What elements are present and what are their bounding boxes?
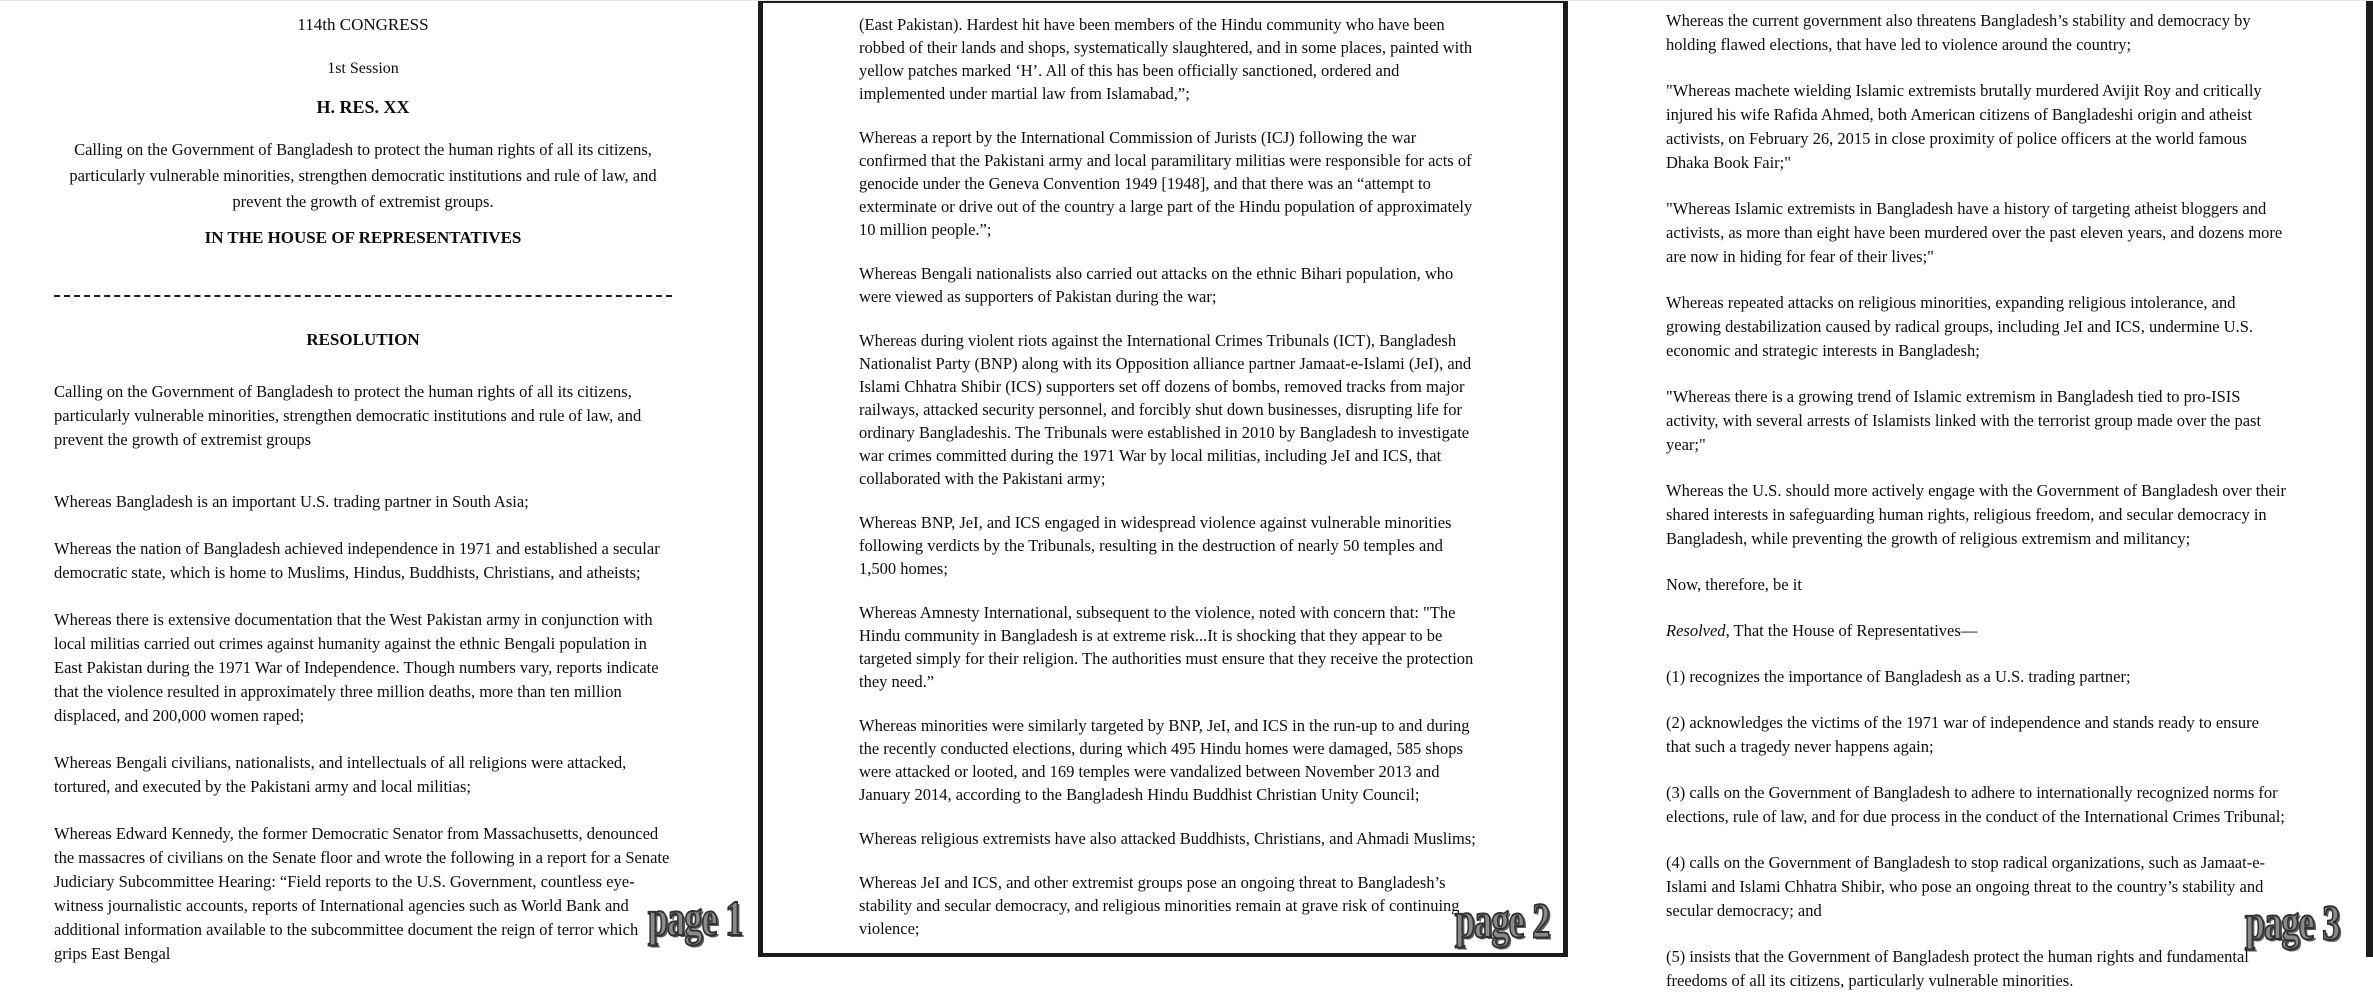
resolution-heading: RESOLUTION xyxy=(306,330,420,349)
whereas-clause: Whereas Bengali nationalists also carried out attacks on the ethnic Bihari population, who were viewed as supporters of Pakistan during the war; xyxy=(859,264,1454,306)
whereas-clause: Whereas the nation of Bangladesh achieved independence in 1971 and established a secular democratic state, which is home to Muslims, Hindus, Buddhists, Christians, and atheists; xyxy=(54,539,660,582)
page3-body xyxy=(1666,9,2287,993)
whereas-clause: Whereas Bangladesh is an important U.S. trading partner in South Asia; xyxy=(54,492,529,511)
page-number-label: page 3 xyxy=(2244,894,2339,950)
page-number-label: page 2 xyxy=(1454,892,1549,948)
whereas-clause: Whereas Amnesty International, subsequent to the violence, noted with concern that: "The Hindu community in Bangladesh is at extreme risk...It is shocking that they appear to be targeted simply for their religion. The authorities must ensure that they receive the protection they need.” xyxy=(859,603,1474,691)
whereas-clause: "Whereas there is a growing trend of Islamic extremism in Bangladesh tied to pro-ISIS activity, with several arrests of Islamists linked with the terrorist group made over the past year;" xyxy=(1666,387,2262,454)
bill-number-heading: H. RES. XX xyxy=(316,97,410,117)
whereas-clause: Whereas Bengali civilians, nationalists, and intellectuals of all religions were attacked, tortured, and executed by the Pakistani army and local militias; xyxy=(54,753,627,796)
dashed-divider xyxy=(54,295,672,297)
session-heading: 1st Session xyxy=(327,60,399,77)
whereas-clause: Whereas BNP, JeI, and ICS engaged in widespread violence against vulnerable minorities following verdicts by the Tribunals, resulting in the destruction of nearly 50 temples and 1,500 homes; xyxy=(859,513,1452,578)
resolved-clause xyxy=(1666,619,2287,643)
next-page-edge xyxy=(2366,1,2373,957)
whereas-clause: Whereas there is extensive documentation that the West Pakistan army in conjunction with local militias carried out crimes against humanity against the ethnic Bengali population in East Pakistan during the 1971 War of Independence. Though numbers vary, reports indicate that the violence resulted in approximately three million deaths, more than ten million displaced, and 200,000 women raped; xyxy=(54,610,659,725)
whereas-clause: Whereas the current government also threatens Bangladesh’s stability and democracy by holding flawed elections, that have led to violence around the country; xyxy=(1666,11,2251,54)
document-page-1 xyxy=(0,1,758,963)
resolved-item-4: (4) calls on the Government of Bangladesh to stop radical organizations, such as Jamaat-e-Islami and Islami Chhatra Shibir, who pose an ongoing threat to the country’s stability and secular democracy; and xyxy=(1666,853,2266,920)
whereas-clause: Whereas a report by the International Commission of Jurists (ICJ) following the war confirmed that the Pakistani army and local paramilitary militias were responsible for acts of genocide under the Geneva Convention 1949 [1948], and that there was an “attempt to exterminate or drive out of the country a large part of the Hindu population of approximately 10 million people.”; xyxy=(859,128,1473,239)
whereas-clause: Whereas Edward Kennedy, the former Democratic Senator from Massachusetts, denounced the massacres of civilians on the Senate floor and wrote the following in a report for a Senate Judiciary Subcommittee Hearing: “Field reports to the U.S. Government, countless eye-witness journalistic accounts, reports of International agencies such as World Bank and additional information available to the subcommittee document the reign of terror which grips East Bengal xyxy=(54,824,670,963)
whereas-clause: Whereas during violent riots against the International Crimes Tribunals (ICT), Bangladesh Nationalist Party (BNP) along with its Opposition alliance partner Jamaat-e-Islami (JeI), and Islami Chhatra Shibir (ICS) supporters set off dozens of bombs, removed tracks from major railways, attacked security personnel, and forcibly shut down businesses, disrupting life for ordinary Bangladeshis. The Tribunals were established in 2010 by Bangladesh to investigate war crimes committed during the 1971 War by local militias, including JeI and ICS, that collaborated with the Pakistani army; xyxy=(859,331,1472,488)
resolved-item-2: (2) acknowledges the victims of the 1971 war of independence and stands ready to ensure that such a tragedy never happens again; xyxy=(1666,713,2259,756)
document-page-3 xyxy=(1568,1,2373,990)
preamble-text: Calling on the Government of Bangladesh to protect the human rights of all its citizens, particularly vulnerable minorities, strengthen democratic institutions and rule of law, and prevent the growth of extremist groups. xyxy=(69,140,657,211)
page2-body xyxy=(859,13,1481,940)
whereas-clause: "Whereas Islamic extremists in Bangladesh have a history of targeting atheist bloggers and activists, as more than eight have been murdered over the past eleven years, and dozens more are now in hiding for fear of their lives;" xyxy=(1666,199,2283,266)
whereas-clause: Whereas repeated attacks on religious minorities, expanding religious intolerance, and growing destabilization caused by radical groups, including JeI and ICS, undermine U.S. economic and strategic interests in Bangladesh; xyxy=(1666,293,2253,360)
whereas-clause: Whereas religious extremists have also attacked Buddhists, Christians, and Ahmadi Muslims; xyxy=(859,829,1476,848)
page1-body xyxy=(54,380,672,966)
whereas-clause: Whereas minorities were similarly targeted by BNP, JeI, and ICS in the run-up to and during the recently conducted elections, during which 495 Hindu homes were damaged, 585 shops were attacked or looted, and 169 temples were vandalized between November 2013 and January 2014, according to the Bangladesh Hindu Buddhist Christian Unity Council; xyxy=(859,716,1470,804)
page-number-label: page 1 xyxy=(647,890,742,946)
whereas-clause: Whereas JeI and ICS, and other extremist groups pose an ongoing threat to Bangladesh’s stability and secular democracy, and religious minorities remain at grave risk of continuing violence; xyxy=(859,873,1460,938)
resolved-rest: , That the House of Representatives— xyxy=(1725,621,1978,640)
whereas-clause: Whereas the U.S. should more actively engage with the Government of Bangladesh over their shared interests in safeguarding human rights, religious freedom, and secular democracy in Bangladesh, while preventing the growth of religious extremism and militancy; xyxy=(1666,481,2286,548)
resolved-item-5: (5) insists that the Government of Bangladesh protect the human rights and fundamental freedoms of all its citizens, particularly vulnerable minorities. xyxy=(1666,947,2249,990)
congress-heading: 114th CONGRESS xyxy=(297,15,429,34)
chamber-heading: IN THE HOUSE OF REPRESENTATIVES xyxy=(204,228,522,247)
document-page-2 xyxy=(758,1,1568,957)
whereas-clause: "Whereas machete wielding Islamic extremists brutally murdered Avijit Roy and critically injured his wife Rafida Ahmed, both American citizens of Bangladeshi origin and atheist activists, on February 26, 2015 in close proximity of police officers at the world famous Dhaka Book Fair;" xyxy=(1666,81,2262,172)
continued-paragraph: (East Pakistan). Hardest hit have been members of the Hindu community who have been robbed of their lands and shops, systematically slaughtered, and in some places, painted with yellow patches marked ‘H’. All of this has been officially sanctioned, ordered and implemented under martial law from Islamabad,”; xyxy=(859,15,1473,103)
resolution-lead-paragraph: Calling on the Government of Bangladesh to protect the human rights of all its citizens, particularly vulnerable minorities, strengthen democratic institutions and rule of law, and prevent the growth of extremist groups xyxy=(54,382,642,449)
resolved-word: Resolved xyxy=(1666,621,1726,640)
resolved-item-1: (1) recognizes the importance of Bangladesh as a U.S. trading partner; xyxy=(1666,667,2131,686)
resolved-item-3: (3) calls on the Government of Bangladesh to adhere to internationally recognized norms for elections, rule of law, and for due process in the conduct of the International Crimes Tribunal; xyxy=(1666,783,2285,826)
now-therefore-clause: Now, therefore, be it xyxy=(1666,575,1802,594)
